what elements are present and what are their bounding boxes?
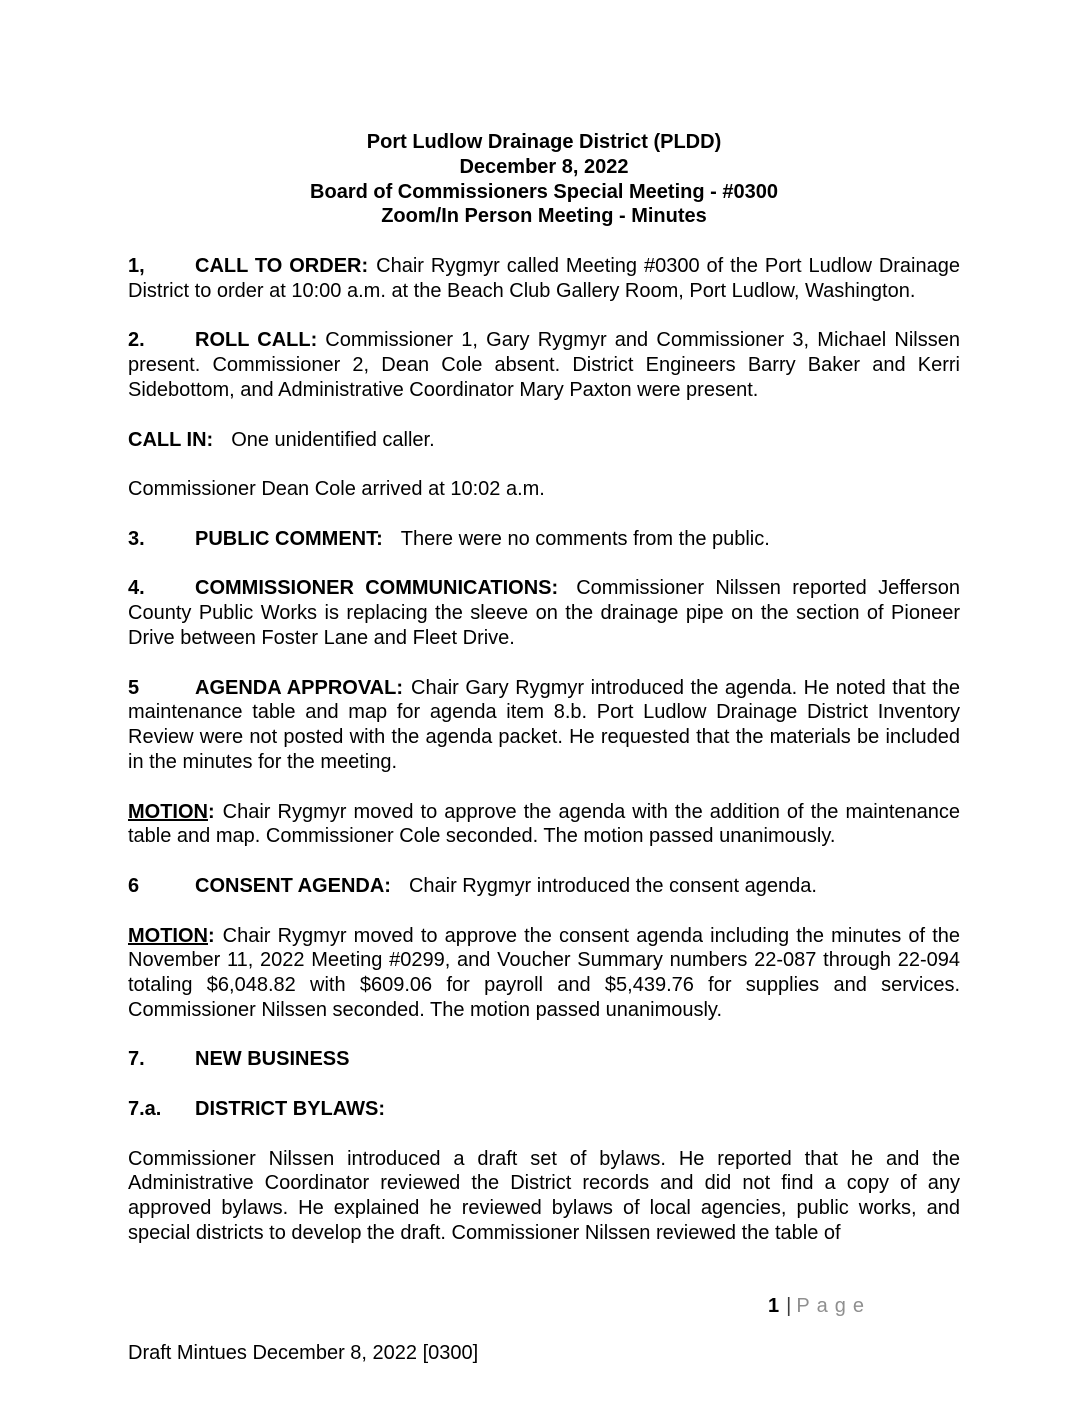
draft-footnote: Draft Mintues December 8, 2022 [0300] — [128, 1342, 479, 1364]
section-body: There were no comments from the public. — [400, 527, 770, 550]
section-agenda-approval — [128, 676, 960, 775]
section-body: Commissioner Nilssen reported Jefferson County Public Works is replacing the sleeve on the drainage pipe on the section of Pioneer Drive between Foster Lane and Fleet Drive. — [128, 577, 960, 649]
section-heading: DISTRICT BYLAWS: — [195, 1098, 385, 1121]
page-footer-label: Page — [796, 1295, 872, 1317]
section-body: Chair Rygmyr introduced the consent agenda. — [408, 874, 817, 897]
section-roll-call — [128, 328, 960, 402]
title-meeting-date: December 8, 2022 — [459, 155, 629, 178]
motion-label: MOTION — [128, 924, 208, 947]
page-number: 1 — [768, 1295, 780, 1317]
title-meeting-name: Board of Commissioners Special Meeting - #0300 — [310, 180, 778, 203]
call-in-note — [128, 428, 960, 453]
bylaws-paragraph — [128, 1147, 960, 1246]
motion-label: MOTION — [128, 800, 208, 823]
arrival-note — [128, 477, 960, 502]
section-heading: CALL TO ORDER: — [195, 254, 369, 277]
section-number: 1, — [128, 254, 145, 277]
motion-body: Chair Rygmyr moved to approve the consent agenda including the minutes of the November 11, 2022 Meeting #0299, and Voucher Summary numbers 22-087 through 22-094 totaling $6,048.82 with $609.06 for payroll and $5,439.76 for supplies and services. Commissioner Nilssen seconded. The motion passed unanimously. — [128, 924, 960, 1021]
section-body: Chair Gary Rygmyr introduced the agenda. He noted that the maintenance table and map for agenda item 8.b. Port Ludlow Drainage District Inventory Review were not posted with the agenda packet. He requested that the materials be included in the minutes for the meeting. — [128, 676, 960, 773]
title-block — [128, 130, 960, 229]
section-commissioner-communications — [128, 576, 960, 650]
motion-agenda — [128, 800, 960, 850]
motion-consent — [128, 924, 960, 1023]
section-heading: CONSENT AGENDA: — [195, 874, 391, 897]
arrival-note-text: Commissioner Dean Cole arrived at 10:02 a.m. — [128, 478, 545, 501]
call-in-label: CALL IN: — [128, 428, 214, 451]
section-number: 2. — [128, 329, 145, 352]
page-footer — [768, 1294, 871, 1319]
minutes-content — [128, 130, 960, 1246]
title-district-name: Port Ludlow Drainage District (PLDD) — [366, 131, 722, 153]
section-number: 6 — [128, 874, 140, 897]
motion-label-colon: : — [208, 800, 215, 823]
section-body: Chair Rygmyr called Meeting #0300 of the Port Ludlow Drainage District to order at 10:00 a.m. at the Beach Club Gallery Room, Port Ludlow, Washington. — [128, 254, 960, 302]
section-public-comment — [128, 527, 960, 552]
section-call-to-order — [128, 254, 960, 304]
section-number: 5 — [128, 676, 140, 699]
section-body: Commissioner 1, Gary Rygmyr and Commissioner 3, Michael Nilssen present. Commissioner 2, Dean Cole absent. District Engineers Barry Baker and Kerri Sidebottom, and Administrative Coordinator Mary Paxton were present. — [128, 329, 960, 401]
section-heading: NEW BUSINESS — [195, 1048, 350, 1071]
section-consent-agenda — [128, 874, 960, 899]
page-footer-separator: | — [786, 1295, 792, 1317]
call-in-body: One unidentified caller. — [231, 428, 435, 451]
bylaws-paragraph-text: Commissioner Nilssen introduced a draft set of bylaws. He reported that he and the Administrative Coordinator reviewed the District records and did not find a copy of any approved bylaws. He explained he reviewed bylaws of local agencies, public works, and special districts to develop the draft. Commissioner Nilssen reviewed the table of — [128, 1147, 960, 1245]
section-number: 4. — [128, 577, 145, 600]
section-number: 7.a. — [128, 1098, 162, 1121]
section-heading: PUBLIC COMMENT: — [195, 527, 383, 550]
section-heading: ROLL CALL: — [195, 329, 318, 352]
section-heading: AGENDA APPROVAL: — [195, 676, 404, 699]
section-heading: COMMISSIONER COMMUNICATIONS: — [195, 577, 559, 600]
section-district-bylaws — [128, 1097, 960, 1122]
section-new-business — [128, 1047, 960, 1072]
motion-body: Chair Rygmyr moved to approve the agenda with the addition of the maintenance table and map. Commissioner Cole seconded. The motion passed unanimously. — [128, 800, 960, 848]
section-number: 3. — [128, 527, 145, 550]
title-meeting-type: Zoom/In Person Meeting - Minutes — [381, 205, 707, 228]
section-number: 7. — [128, 1048, 145, 1071]
motion-label-colon: : — [208, 924, 215, 947]
